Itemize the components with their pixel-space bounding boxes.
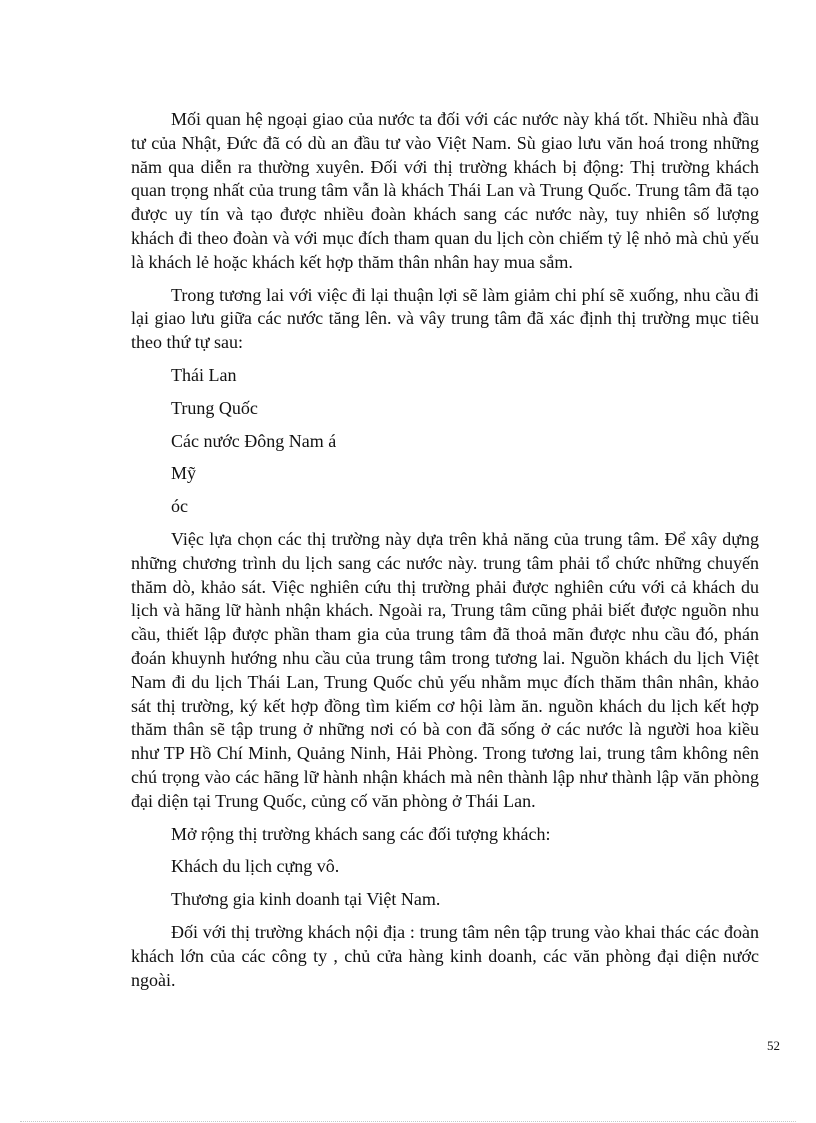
paragraph: Khách du lịch cựng vô. (171, 856, 340, 877)
paragraph: Trong tương lai với việc đi lại thuận lợi sẽ làm giảm chi phí sẽ xuống, nhu cầu đi lại giao lưu giữa các nước tăng lên. và vây trung tâm đã xác định thị trường mục tiêu theo thứ tự sau: (131, 284, 759, 353)
paragraph: Mối quan hệ ngoại giao của nước ta đối với các nước này khá tốt. Nhiều nhà đầu tư của Nhật, Đức đã có dù an đầu tư vào Việt Nam. Sù giao lưu văn hoá trong những năm qua diễn ra thường xuyên. Đối với thị trường khách bị động: Thị trường khách quan trọng nhất của trung tâm vẫn là khách Thái Lan và Trung Quốc. Trung tâm đã tạo được uy tín và tạo được nhiều đoàn khách sang các nước này, tuy nhiên số lượng khách đi theo đoàn và với mục đích tham quan du lịch còn chiếm tỷ lệ nhỏ mà chủ yếu là khách lẻ hoặc khách kết hợp thăm thân nhân hay mua sắm. (131, 109, 759, 272)
paragraph: Thương gia kinh doanh tại Việt Nam. (171, 889, 441, 910)
paragraph: Việc lựa chọn các thị trường này dựa trên khả năng của trung tâm. Để xây dựng những chương trình du lịch sang các nước này. trung tâm phải tổ chức những chuyến thăm dò, khảo sát. Việc nghiên cứu thị trường phải được nghiên cứu với cả khách du lịch và hãng lữ hành nhận khách. Ngoài ra, Trung tâm cũng phải biết được nguồn nhu cầu, thiết lập được phần tham gia của trung tâm đã thoả mãn được nhu cầu đó, phán đoán khuynh hướng nhu cầu của trung tâm trong tương lai. Nguồn khách du lịch Việt Nam đi du lịch Thái Lan, Trung Quốc chủ yếu nhằm mục đích thăm thân nhân, khảo sát thị trường, ký kết hợp đồng tìm kiếm cơ hội làm ăn. nguồn khách du lịch kết hợp thăm thân sẽ tập trung ở những nơi có bà con đã sống ở các nước là người hoa kiều như TP Hồ Chí Minh, Quảng Ninh, Hải Phòng. Trong tương lai, trung tâm không nên chú trọng vào các hãng lữ hành nhận khách mà nên thành lập như thành lập văn phòng đại diện tại Trung Quốc, củng cố văn phòng ở Thái Lan. (131, 528, 759, 811)
list-item: Các nước Đông Nam á (171, 430, 337, 451)
body-text (131, 108, 759, 1001)
footer-divider (20, 1121, 796, 1122)
list-item: óc (171, 496, 188, 517)
page-number: 52 (767, 1038, 780, 1053)
list-item: Thái Lan (171, 364, 237, 385)
list-item: Trung Quốc (171, 397, 258, 418)
paragraph: Mở rộng thị trường khách sang các đối tượng khách: (171, 823, 551, 844)
list-item: Mỹ (171, 463, 197, 484)
paragraph: Đối với thị trường khách nội địa : trung tâm nên tập trung vào khai thác các đoàn khách lớn của các công ty , chủ cửa hàng kinh doanh, các văn phòng đại diện nước ngoài. (131, 921, 759, 990)
